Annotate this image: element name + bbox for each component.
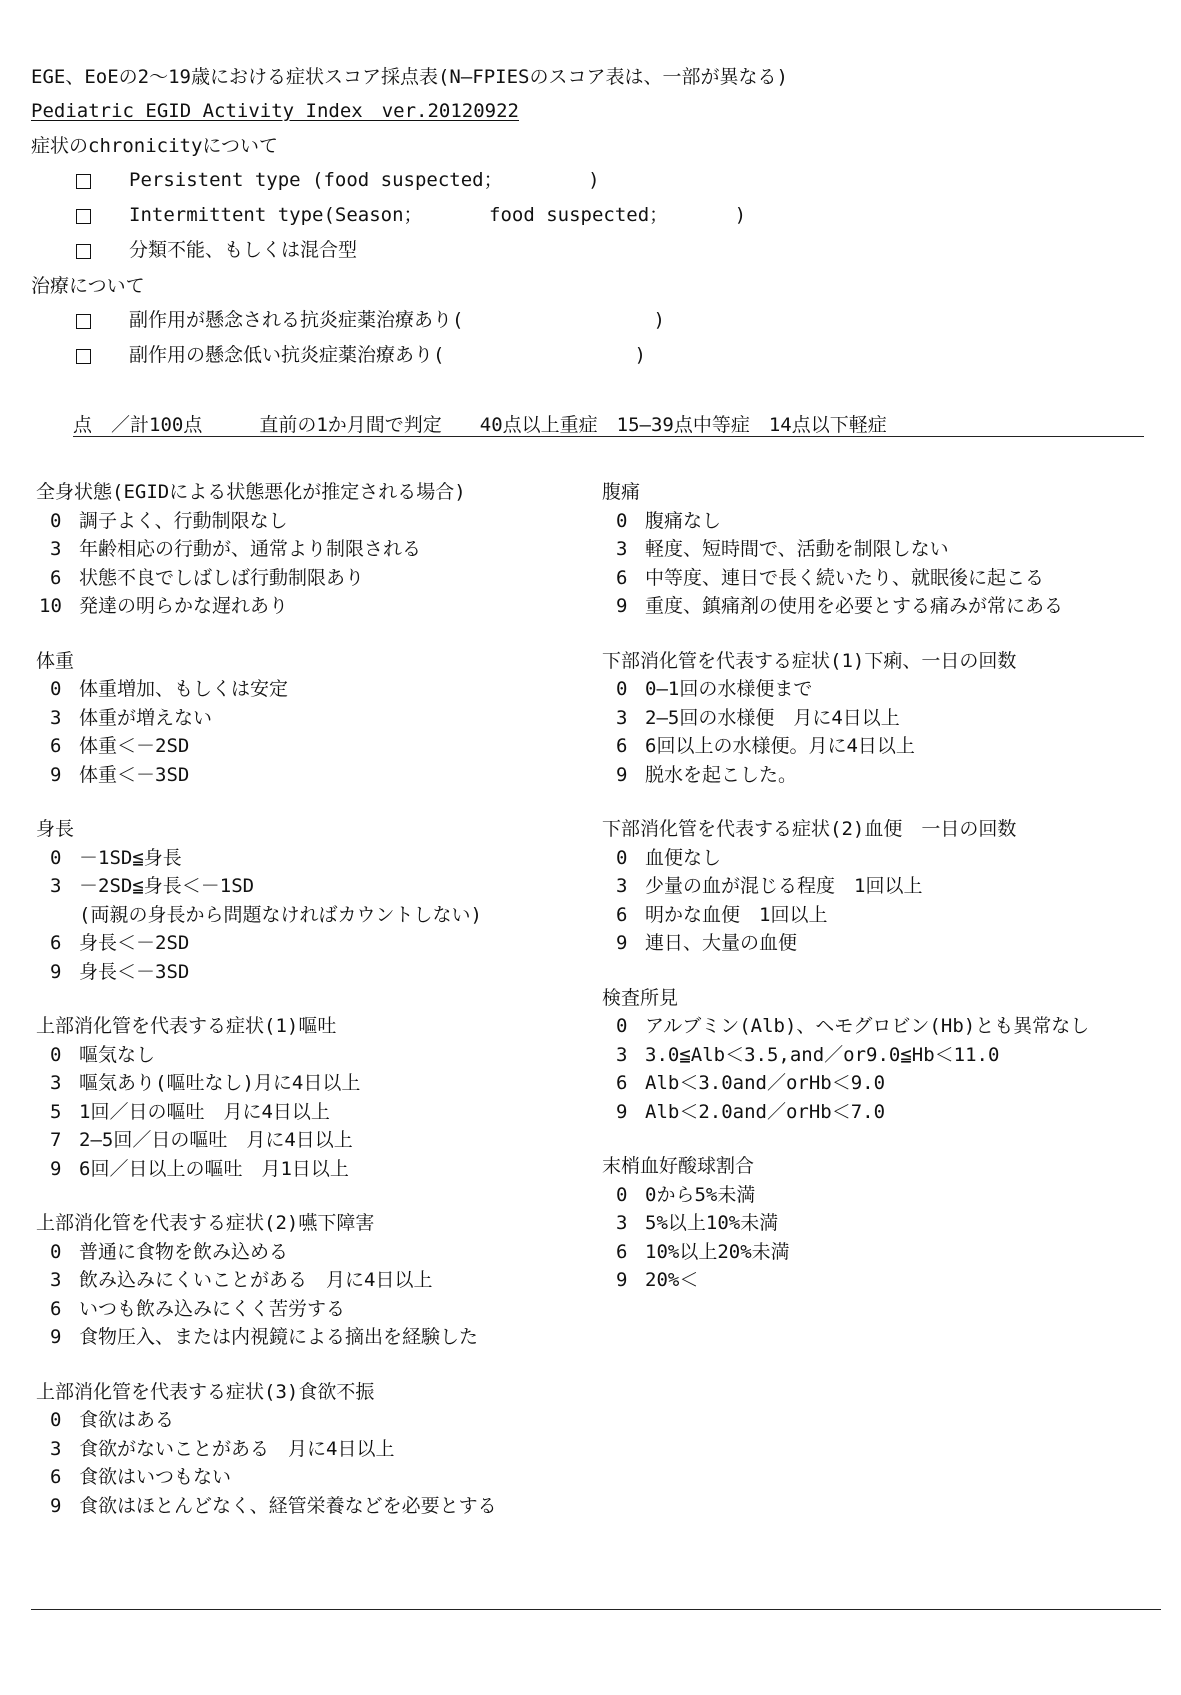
- section-title: 体重: [36, 649, 75, 672]
- unclassifiable-label: 分類不能、もしくは混合型: [129, 239, 358, 261]
- section-height: [36, 815, 596, 986]
- score-value: 9: [616, 595, 628, 617]
- score-item: [602, 1266, 1177, 1295]
- score-description: 軽度、短時間で、活動を制限しない: [645, 538, 949, 560]
- high-concern-treatment-checkbox[interactable]: [76, 314, 91, 329]
- section-title: 上部消化管を代表する症状(3)食欲不振: [36, 1380, 375, 1403]
- score-description: 食欲はある: [79, 1409, 175, 1431]
- persistent-type-checkbox[interactable]: [76, 174, 91, 189]
- score-item: [602, 761, 1177, 790]
- section-dysphagia: [36, 1209, 596, 1352]
- score-value: 6: [616, 1072, 628, 1094]
- score-item: [602, 929, 1177, 958]
- section-diarrhea: [602, 647, 1177, 790]
- score-description: アルブミン(Alb)、ヘモグロビン(Hb)とも異常なし: [645, 1015, 1090, 1037]
- section-abdominal-pain: [602, 478, 1177, 621]
- low-concern-treatment-label: 副作用の懸念低い抗炎症薬治療あり( ): [129, 344, 646, 366]
- score-value: 6: [616, 903, 628, 926]
- score-description: 3.0≦Alb＜3.5,and／or9.0≦Hb＜11.0: [645, 1043, 1000, 1066]
- score-item: [36, 1435, 596, 1464]
- score-value: 0: [616, 678, 628, 700]
- score-value: 0: [50, 846, 62, 869]
- score-value: 6: [616, 735, 628, 757]
- section-lab-findings: [602, 984, 1177, 1127]
- section-eosinophil-ratio: [602, 1152, 1177, 1295]
- section-vomiting: [36, 1012, 596, 1183]
- score-value: 6: [50, 1466, 62, 1488]
- score-value: 3: [616, 538, 628, 560]
- score-description: 状態不良でしばしば行動制限あり: [79, 566, 365, 589]
- score-item: [602, 1209, 1177, 1238]
- score-description: 体重＜－3SD: [79, 763, 190, 786]
- score-description: 嘔気あり(嘔吐なし)月に4日以上: [79, 1072, 361, 1094]
- score-item: [602, 872, 1177, 901]
- score-value: 3: [50, 875, 62, 897]
- score-description: 6回以上の水様便。月に4日以上: [645, 735, 915, 757]
- score-item: [602, 1098, 1177, 1127]
- score-value: 3: [616, 1212, 628, 1234]
- score-description: 発達の明らかな遅れあり: [79, 595, 289, 617]
- section-title: 検査所見: [602, 986, 679, 1009]
- score-description: 体重が増えない: [79, 706, 213, 729]
- score-value: 0: [616, 509, 628, 532]
- score-item: [602, 507, 1177, 536]
- score-description: 体重増加、もしくは安定: [79, 678, 289, 700]
- score-item: [36, 844, 596, 873]
- score-description: 重度、鎮痛剤の使用を必要とする痛みが常にある: [645, 595, 1064, 617]
- score-description: 6回／日以上の嘔吐 月1日以上: [79, 1157, 349, 1180]
- score-value: 3: [50, 1269, 62, 1291]
- score-item: [602, 704, 1177, 733]
- score-value: 0: [616, 1183, 628, 1206]
- section-title: 下部消化管を代表する症状(1)下痢、一日の回数: [602, 649, 1017, 672]
- score-description: 20%＜: [645, 1269, 699, 1291]
- score-value: 0: [50, 1043, 62, 1066]
- score-value: 9: [616, 763, 628, 786]
- score-item: [36, 761, 596, 790]
- score-value: 9: [50, 1494, 62, 1517]
- score-item: [602, 564, 1177, 593]
- score-note-text: (両親の身長から問題なければカウントしない): [79, 903, 482, 926]
- section-title: 腹痛: [602, 481, 641, 503]
- score-item: [36, 1069, 596, 1098]
- score-value: 6: [50, 1297, 62, 1320]
- score-item: [602, 1181, 1177, 1210]
- score-value: 9: [50, 1157, 62, 1180]
- score-description: 食欲はほとんどなく、経管栄養などを必要とする: [79, 1494, 497, 1517]
- score-item: [602, 675, 1177, 704]
- score-item: [36, 1295, 596, 1324]
- score-value: 3: [50, 1437, 62, 1460]
- score-item: [36, 1406, 596, 1435]
- high-concern-treatment-label: 副作用が懸念される抗炎症薬治療あり( ): [129, 309, 665, 331]
- score-description: －2SD≦身長＜－1SD: [79, 875, 255, 897]
- score-item: [36, 1323, 596, 1352]
- treatment-heading: 治療について: [31, 275, 145, 297]
- score-value: 3: [50, 706, 62, 729]
- score-item: [36, 1492, 596, 1521]
- score-description: 0から5%未満: [645, 1183, 756, 1206]
- section-title: 身長: [36, 818, 75, 840]
- score-item: [602, 1238, 1177, 1267]
- score-description: 5%以上10%未満: [645, 1212, 779, 1234]
- score-description: －1SD≦身長: [79, 846, 182, 869]
- chronicity-heading: 症状のchronicityについて: [31, 135, 279, 157]
- score-value: 0: [616, 846, 628, 869]
- section-weight: [36, 647, 596, 790]
- footer-rule: [31, 1609, 1161, 1610]
- score-description: Alb＜2.0and／orHb＜7.0: [645, 1100, 886, 1123]
- score-description: 普通に食物を飲み込める: [79, 1240, 289, 1263]
- summary-underline: [73, 436, 1144, 437]
- score-item: [36, 564, 596, 593]
- score-summary-line: 点 ／計100点 直前の1か月間で判定 40点以上重症 15—39点中等症 14点以下軽症: [73, 414, 887, 436]
- score-value: 6: [50, 735, 62, 757]
- score-description: 0—1回の水様便まで: [645, 678, 813, 700]
- intermittent-type-checkbox[interactable]: [76, 209, 91, 224]
- score-item: [36, 732, 596, 761]
- score-value: 3: [50, 1072, 62, 1094]
- score-value: 6: [50, 566, 62, 589]
- score-note: [36, 901, 596, 930]
- score-description: 飲み込みにくいことがある 月に4日以上: [79, 1269, 433, 1291]
- score-item: [36, 1041, 596, 1070]
- score-item: [602, 1069, 1177, 1098]
- score-description: いつも飲み込みにくく苦労する: [79, 1297, 346, 1320]
- section-bloody-stool: [602, 815, 1177, 958]
- section-general-condition: [36, 478, 596, 621]
- intermittent-type-label: Intermittent type(Season； food suspected； ): [129, 204, 747, 226]
- score-item: [36, 1155, 596, 1184]
- score-value: 0: [50, 1240, 62, 1263]
- score-value: 9: [50, 1326, 62, 1348]
- score-item: [36, 958, 596, 987]
- left-column: [36, 478, 596, 1546]
- score-item: [36, 704, 596, 733]
- document-subtitle: Pediatric EGID Activity Index ver.20120922: [31, 100, 519, 122]
- persistent-type-label: Persistent type (food suspected； ): [129, 169, 600, 191]
- score-description: 連日、大量の血便: [645, 932, 798, 954]
- score-value: 9: [50, 960, 62, 983]
- section-title: 末梢血好酸球割合: [602, 1155, 755, 1177]
- score-value: 9: [616, 1269, 628, 1291]
- score-value: 9: [616, 932, 628, 954]
- score-item: [602, 592, 1177, 621]
- score-item: [602, 844, 1177, 873]
- score-value: 0: [50, 1409, 62, 1431]
- score-description: 嘔気なし: [79, 1043, 156, 1066]
- score-value: 3: [50, 538, 62, 560]
- score-item: [36, 1266, 596, 1295]
- score-item: [36, 1463, 596, 1492]
- score-item: [36, 507, 596, 536]
- score-value: 3: [616, 1043, 628, 1066]
- score-item: [602, 1041, 1177, 1070]
- score-description: 血便なし: [645, 846, 722, 869]
- document-title: EGE、EoEの2～19歳における症状スコア採点表(N—FPIESのスコア表は、一部が異なる): [31, 66, 788, 88]
- score-value: 10: [39, 595, 62, 617]
- score-item: [602, 901, 1177, 930]
- score-value: 6: [50, 932, 62, 954]
- score-description: 食欲がないことがある 月に4日以上: [79, 1437, 395, 1460]
- score-item: [36, 535, 596, 564]
- score-value: 5: [50, 1100, 62, 1123]
- score-value: 0: [50, 678, 62, 700]
- score-item: [36, 675, 596, 704]
- score-description: 食物圧入、または内視鏡による摘出を経験した: [79, 1326, 479, 1348]
- section-anorexia: [36, 1378, 596, 1521]
- score-value: 0: [50, 509, 62, 532]
- score-item: [36, 929, 596, 958]
- section-title: 下部消化管を代表する症状(2)血便 一日の回数: [602, 818, 1017, 840]
- score-item: [602, 732, 1177, 761]
- score-value: 6: [616, 566, 628, 589]
- score-item: [602, 535, 1177, 564]
- score-value: 0: [616, 1015, 628, 1037]
- score-description: 1回／日の嘔吐 月に4日以上: [79, 1100, 330, 1123]
- right-column: [602, 478, 1177, 1321]
- score-description: 調子よく、行動制限なし: [79, 509, 288, 532]
- score-description: 身長＜－3SD: [79, 960, 190, 983]
- score-item: [36, 1126, 596, 1155]
- score-description: 腹痛なし: [645, 509, 722, 532]
- score-description: 年齢相応の行動が、通常より制限される: [79, 538, 422, 560]
- unclassifiable-checkbox[interactable]: [76, 244, 91, 259]
- score-value: 9: [616, 1100, 628, 1123]
- score-item: [36, 1098, 596, 1127]
- score-value: 3: [616, 875, 628, 897]
- score-description: 身長＜－2SD: [79, 932, 190, 954]
- score-value: 6: [616, 1240, 628, 1263]
- score-description: 2—5回／日の嘔吐 月に4日以上: [79, 1129, 353, 1151]
- score-description: 中等度、連日で長く続いたり、就眠後に起こる: [645, 566, 1045, 589]
- score-description: 明かな血便 1回以上: [645, 903, 828, 926]
- score-value: 3: [616, 706, 628, 729]
- score-description: 少量の血が混じる程度 1回以上: [645, 875, 923, 897]
- score-item: [36, 872, 596, 901]
- score-description: 食欲はいつもない: [79, 1466, 232, 1488]
- score-item: [602, 1012, 1177, 1041]
- score-description: 脱水を起こした。: [645, 763, 798, 786]
- low-concern-treatment-checkbox[interactable]: [76, 349, 91, 364]
- score-value: 7: [50, 1129, 62, 1151]
- section-title: 上部消化管を代表する症状(1)嘔吐: [36, 1015, 337, 1037]
- score-item: [36, 1238, 596, 1267]
- score-item: [36, 592, 596, 621]
- section-title: 全身状態(EGIDによる状態悪化が推定される場合): [36, 481, 466, 503]
- section-title: 上部消化管を代表する症状(2)嚥下障害: [36, 1212, 375, 1234]
- score-description: 10%以上20%未満: [645, 1240, 790, 1263]
- score-value: 9: [50, 763, 62, 786]
- score-description: 2—5回の水様便 月に4日以上: [645, 706, 900, 729]
- score-description: Alb＜3.0and／orHb＜9.0: [645, 1072, 886, 1094]
- score-description: 体重＜－2SD: [79, 735, 190, 757]
